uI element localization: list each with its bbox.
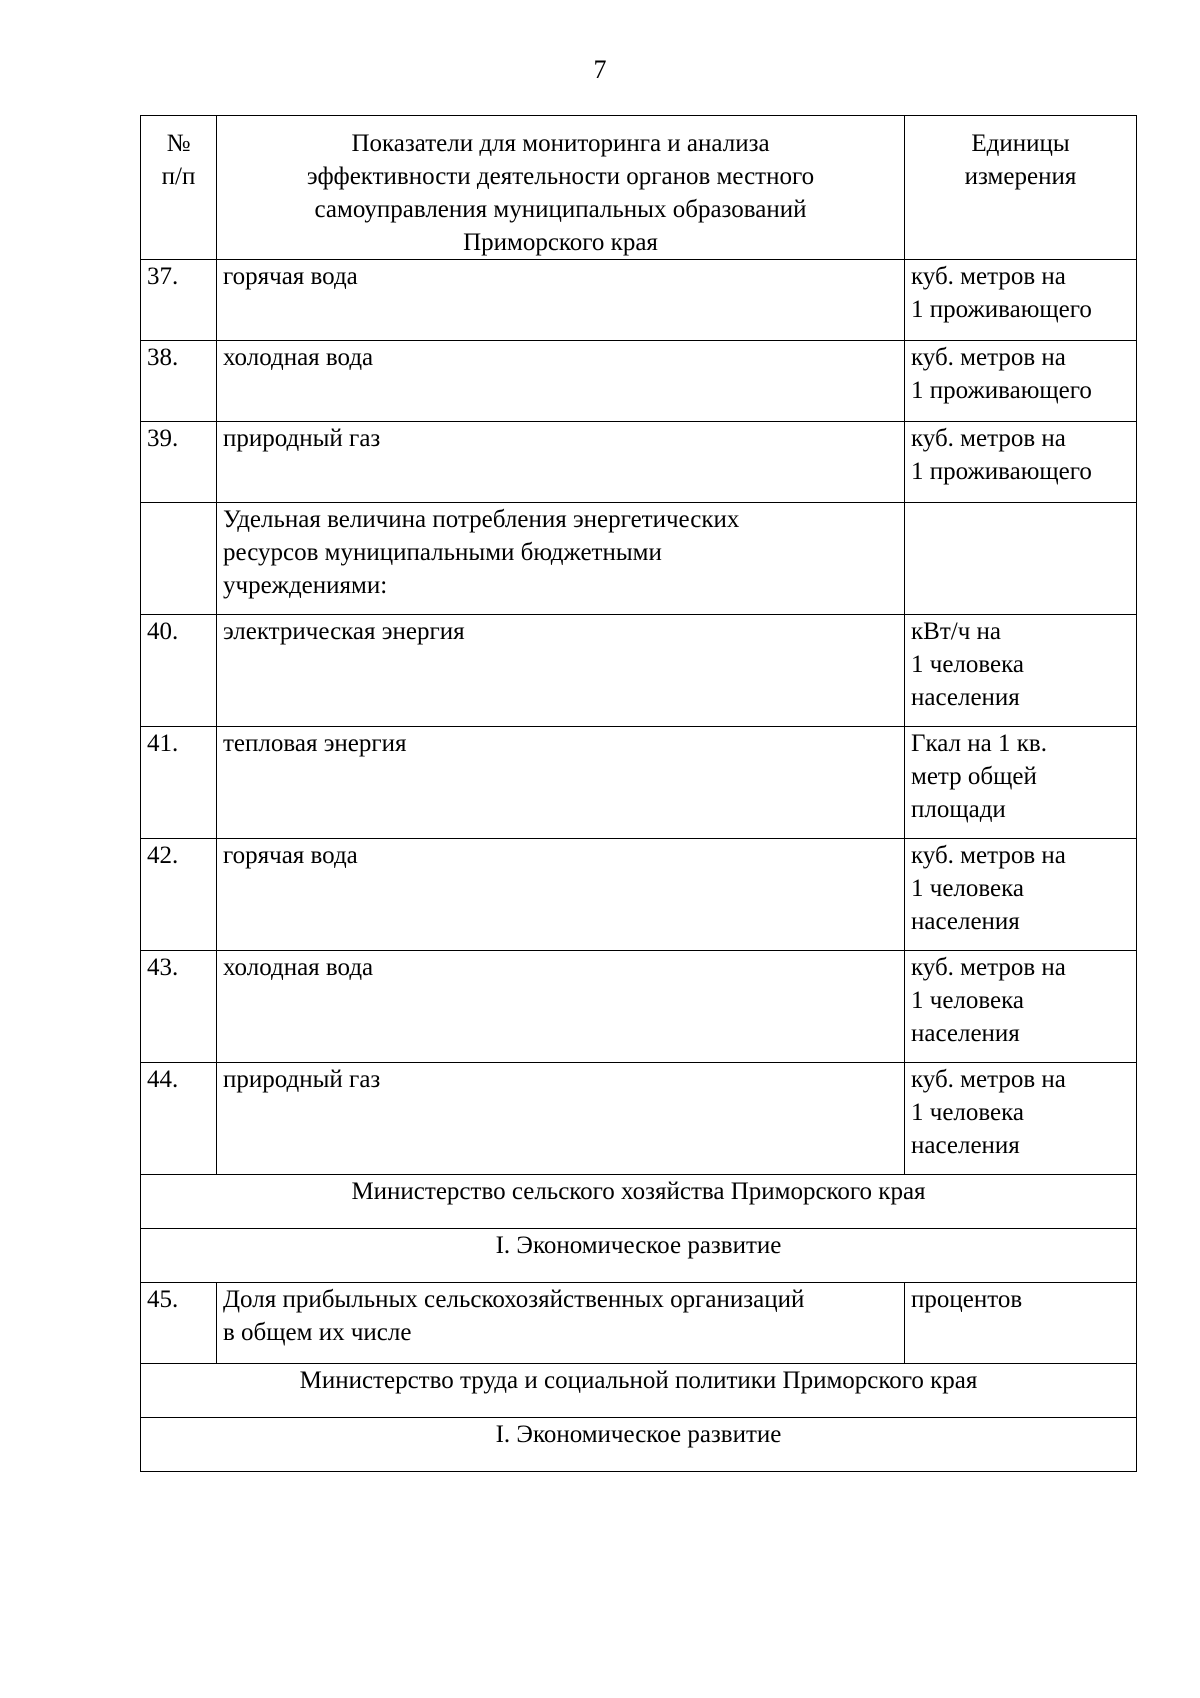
row-indicator: Удельная величина потребления энергетических ресурсов муниципальными бюджетными учреждениями: (217, 503, 905, 615)
row-number: 43. (141, 951, 217, 1063)
table-row (141, 422, 1137, 503)
section-row (141, 1364, 1137, 1418)
row-indicator: тепловая энергия (217, 727, 905, 839)
row-indicator: горячая вода (217, 839, 905, 951)
row-unit (905, 503, 1137, 615)
row-unit: Гкал на 1 кв. метр общей площади (905, 727, 1137, 839)
section-heading: Министерство сельского хозяйства Приморского края (141, 1175, 1137, 1229)
table-header-row (141, 116, 1137, 260)
row-indicator: природный газ (217, 1063, 905, 1175)
row-number: 40. (141, 615, 217, 727)
row-unit: куб. метров на 1 человека населения (905, 839, 1137, 951)
row-unit: куб. метров на 1 проживающего (905, 260, 1137, 341)
page-number: 7 (593, 55, 607, 84)
row-indicator: природный газ (217, 422, 905, 503)
table-row (141, 727, 1137, 839)
table-row (141, 615, 1137, 727)
header-number-cell: № п/п (141, 116, 217, 260)
subsection-row (141, 1418, 1137, 1472)
row-unit: процентов (905, 1283, 1137, 1364)
table-row (141, 1283, 1137, 1364)
subsection-heading: I. Экономическое развитие (141, 1418, 1137, 1472)
subsection-row (141, 1229, 1137, 1283)
row-indicator: холодная вода (217, 341, 905, 422)
row-number: 37. (141, 260, 217, 341)
row-number: 44. (141, 1063, 217, 1175)
table-row (141, 1063, 1137, 1175)
row-indicator: горячая вода (217, 260, 905, 341)
row-unit: куб. метров на 1 проживающего (905, 341, 1137, 422)
row-number (141, 503, 217, 615)
table-row (141, 341, 1137, 422)
subsection-heading: I. Экономическое развитие (141, 1229, 1137, 1283)
section-row (141, 1175, 1137, 1229)
row-indicator: электрическая энергия (217, 615, 905, 727)
row-indicator: холодная вода (217, 951, 905, 1063)
row-indicator: Доля прибыльных сельскохозяйственных организаций в общем их числе (217, 1283, 905, 1364)
table-row-group-heading (141, 503, 1137, 615)
row-unit: куб. метров на 1 проживающего (905, 422, 1137, 503)
indicators-table (140, 115, 1137, 1472)
row-unit: кВт/ч на 1 человека населения (905, 615, 1137, 727)
row-number: 45. (141, 1283, 217, 1364)
table-row (141, 839, 1137, 951)
row-number: 38. (141, 341, 217, 422)
row-unit: куб. метров на 1 человека населения (905, 1063, 1137, 1175)
row-number: 41. (141, 727, 217, 839)
table-row (141, 260, 1137, 341)
section-heading: Министерство труда и социальной политики Приморского края (141, 1364, 1137, 1418)
header-unit-cell: Единицы измерения (905, 116, 1137, 260)
header-indicator-cell: Показатели для мониторинга и анализа эффективности деятельности органов местного самоуправления муниципальных образований Приморского края (217, 116, 905, 260)
table-row (141, 951, 1137, 1063)
row-number: 42. (141, 839, 217, 951)
row-unit: куб. метров на 1 человека населения (905, 951, 1137, 1063)
row-number: 39. (141, 422, 217, 503)
